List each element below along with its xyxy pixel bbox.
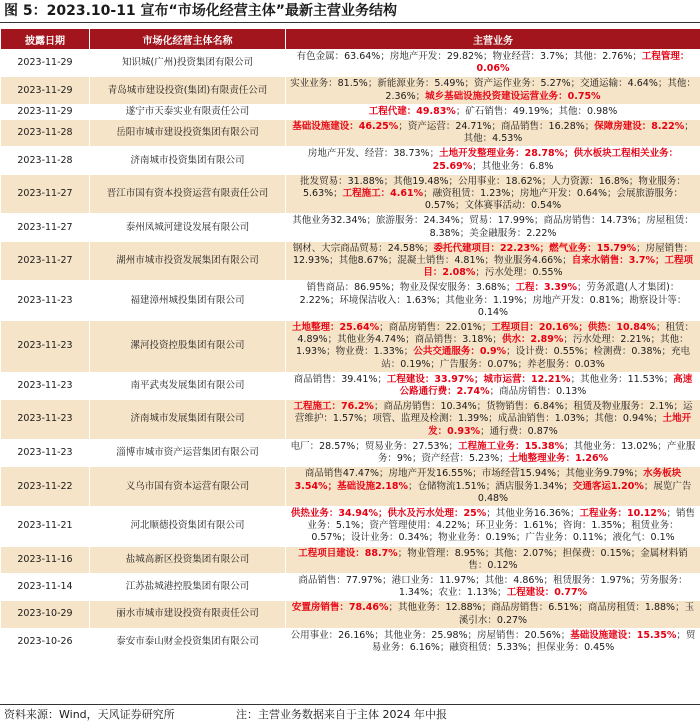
entity-name: 青岛城市建设投资(集团)有限责任公司 [90,77,286,104]
entity-name: 岳阳市城市建设投资集团有限公司 [90,120,286,147]
business-segment: 商品销售47.47%；房地产开发16.55%；市场经营15.94%；其他业务9.79%； [305,468,643,479]
business-segment: ；污水处理：0.55% [475,267,562,278]
business-segment-highlight: 工程管理：0.06% [477,51,690,74]
main-business [286,174,700,214]
entity-name: 河北顺德投资集团有限公司 [90,506,286,546]
header-date: 披露日期 [1,29,90,50]
main-business [286,467,700,507]
table-body [1,50,700,656]
table-row [1,104,700,119]
business-segment: ；展览广告0.48% [478,481,691,504]
main-business [286,77,700,104]
disclosure-date: 2023-11-16 [1,546,90,573]
disclosure-date: 2023-11-21 [1,506,90,546]
main-business [286,601,700,628]
business-segment-highlight: 保障房建设：8.22% [594,121,684,132]
business-segment-highlight: 工程建设：0.77% [507,587,587,598]
business-segment-highlight: 工程业务：10.12% [579,508,666,519]
data-note: 注：主营业务数据来自于主体 2024 年中报 [236,705,447,725]
business-structure-table [0,28,700,656]
entity-name: 南平武夷发展集团有限公司 [90,372,286,399]
business-segment: 商品销售：77.97%；港口业务：11.97%；其他：4.86%；租赁服务：1.97%；劳务服务：1.34%；农业：1.13%； [298,575,687,598]
business-segment-highlight: 高速公路通行费：2.74% [400,374,693,397]
business-segment: 电厂：28.57%；贸易业务：27.53%； [291,441,458,452]
main-business [286,120,700,147]
business-segment-highlight: 工程项目：20.16%；供热：10.84% [491,322,656,333]
table-row [1,400,700,440]
business-segment-highlight: 基础设施建设：15.35% [570,630,676,641]
disclosure-date: 2023-10-29 [1,601,90,628]
business-segment: 销售商品：86.95%；物业及保安服务：3.68%； [307,282,516,293]
disclosure-date: 2023-11-14 [1,573,90,600]
table-row [1,506,700,546]
main-business [286,321,700,373]
business-segment: 其他业务32.34%；旅游服务：24.34%；贸易：17.99%；商品房销售：14.73%；房屋租赁：8.38%；美金融服务：2.22% [292,215,693,238]
business-segment: ；贸易业务：6.16%；融资租赁：5.33%；担保业务：0.45% [372,630,696,653]
business-segment-highlight: 委托代建项目：22.23%；燃气业务：15.79% [434,243,637,254]
entity-name: 遂宁市天泰实业有限责任公司 [90,104,286,119]
business-segment: ；矿石销售：49.19%；其他：0.98% [456,106,617,117]
disclosure-date: 2023-11-29 [1,104,90,119]
table-row [1,241,700,281]
main-business [286,439,700,466]
entity-name: 晋江市国有资本投资运营有限责任公司 [90,174,286,214]
table-row [1,281,700,321]
disclosure-date: 2023-11-28 [1,147,90,174]
disclosure-date: 2023-11-29 [1,50,90,77]
table-row [1,147,700,174]
business-segment-highlight: 供热业务：34.94%；供水及污水处理：25% [291,508,486,519]
table-row [1,214,700,241]
business-segment: ；物业管理：8.95%；其他：2.07%；担保费：0.15%；金属材料销售：0.12% [398,548,688,571]
entity-name: 泰州凤城河建设发展有限公司 [90,214,286,241]
business-segment-highlight: 交通客运1.20% [573,481,644,492]
main-business [286,241,700,281]
business-segment-highlight: 自来水销售：3.7%；工程项目：2.08% [423,255,693,278]
table-row [1,372,700,399]
main-business [286,214,700,241]
business-segment-highlight: 工程施工：4.61% [343,188,423,199]
entity-name: 济南城市发展集团有限公司 [90,400,286,440]
business-segment-highlight: 工程施工业务：15.38% [458,441,564,452]
entity-name: 济南城市投资集团有限公司 [90,147,286,174]
header-entity: 市场化经营主体名称 [90,29,286,50]
table-row [1,467,700,507]
entity-name: 漯河投资控股集团有限公司 [90,321,286,373]
business-segment-highlight: 基础设施建设：46.25% [292,121,398,132]
business-segment: 商品销售：39.41%； [294,374,387,385]
business-segment: ；其他业务16.36%； [486,508,579,519]
main-business [286,546,700,573]
disclosure-date: 2023-11-23 [1,372,90,399]
business-segment: ；资产运营：24.71%；商品销售：16.28%； [398,121,594,132]
business-segment: 实业业务：81.5%；新能源业务：5.49%；资产运作业务：5.27%；交通运输：4.64%；其他：2.36%； [290,78,696,101]
business-segment: 批发贸易：31.88%；其他19.48%；公用事业：18.62%；人力资源：16.8%；物业服务：5.63%； [300,176,686,199]
disclosure-date: 2023-11-28 [1,120,90,147]
business-segment-highlight: 工程代建：49.83% [369,106,456,117]
business-segment-highlight: 土地开发整理业务：28.78%；供水板块工程相关业务：25.69% [433,148,679,171]
table-header-row [1,29,700,50]
business-segment: ；劳务派遣(人才集团)：2.22%；环境保洁收入：1.63%；其他业务：1.19%；房地产开发：0.81%；勘察设计等：0.14% [300,282,687,317]
business-segment: ；设计费：0.55%；检测费：0.38%；充电站：0.19%；广告服务：0.07%；养老服务：0.03% [381,346,690,369]
business-segment-highlight: 工程建设：33.97%；城市运营：12.21% [387,374,571,385]
business-segment: ；其他业务：13.02%；产业服务：9%；资产经营：5.23%； [378,441,696,464]
business-segment: ；房屋销售：12.93%；其他8.67%；混凝土销售：4.81%；物业服务4.66%； [293,243,693,266]
header-business: 主营业务 [286,29,700,50]
main-business [286,400,700,440]
disclosure-date: 2023-11-22 [1,467,90,507]
business-segment: 公用事业：26.16%；其他业务：25.98%；房屋销售：20.56%； [291,630,571,641]
entity-name: 泰安市泰山财金投资集团有限公司 [90,628,286,655]
business-segment-highlight: 工程项目建设：88.7% [298,548,397,559]
entity-name: 丽水市城市建设投资有限责任公司 [90,601,286,628]
main-business [286,50,700,77]
business-segment: ；商品房销售：10.34%；货物销售：6.84%；租赁及物业服务：2.1%；运营维护：1.57%；项管、监理及检测：1.39%；成品油销售：1.03%；其他：0.94%； [295,401,693,424]
business-segment: 有色金属：63.64%；房地产开发：29.82%；物业经营：3.7%；其他：2.76%； [297,51,642,62]
business-segment-highlight: 土地整理：25.64% [292,322,379,333]
source-note: 资料来源：Wind，天风证券研究所 [4,705,175,725]
disclosure-date: 2023-11-27 [1,214,90,241]
table-row [1,439,700,466]
business-segment-highlight: 土地开发：0.93% [428,413,691,436]
business-segment: ；通行费：0.87% [480,426,558,437]
main-business [286,104,700,119]
main-business [286,147,700,174]
disclosure-date: 2023-11-23 [1,439,90,466]
main-business [286,573,700,600]
footer [0,704,700,726]
disclosure-date: 2023-10-26 [1,628,90,655]
disclosure-date: 2023-11-27 [1,174,90,214]
business-segment: ；商品房销售：22.01%； [379,322,491,333]
disclosure-date: 2023-11-27 [1,241,90,281]
business-segment: 房地产开发、经营：38.73%； [308,148,439,159]
business-segment: ；销售业务：5.1%；资产管理使用：4.22%；环卫业务：1.61%；咨询：1.35%；租赁业务：0.57%；设计业务：0.34%；物业业务：0.19%；广告业务：0.11%；液化气：0.1% [307,508,695,543]
business-segment: ；其他业务：11.53%； [571,374,674,385]
disclosure-date: 2023-11-23 [1,281,90,321]
entity-name: 江苏盐城港控股集团有限公司 [90,573,286,600]
table-row [1,120,700,147]
business-segment: ；仓储物流1.51%；酒店服务1.34%； [408,481,573,492]
entity-name: 淄博市城市资产运营集团有限公司 [90,439,286,466]
entity-name: 福建漳州城投集团有限公司 [90,281,286,321]
figure-title: 图 5：2023.10-11 宣布“市场化经营主体”最新主营业务结构 [0,0,700,23]
business-segment: ；商品房销售：0.13% [490,386,587,397]
entity-name: 盐城高新区投资集团有限公司 [90,546,286,573]
entity-name: 知识城(广州)投资集团有限公司 [90,50,286,77]
business-segment: ；污水处理：2.21%；其他：1.93%；物业费：1.33%； [296,334,689,357]
disclosure-date: 2023-11-23 [1,321,90,373]
entity-name: 义乌市国有资本运营有限公司 [90,467,286,507]
business-segment: ；租赁：4.89%；其他业务4.74%；商品销售：3.18%； [297,322,694,345]
business-segment: 钢材、大宗商品贸易：24.58%； [293,243,434,254]
business-segment-highlight: 土地整理业务：1.26% [509,453,608,464]
table-row [1,77,700,104]
business-segment: ；其他业务：6.8% [472,161,553,172]
main-business [286,372,700,399]
table-row [1,573,700,600]
business-segment-highlight: 水务板块3.54%；基础设施2.18% [295,468,682,491]
business-segment: ；融资租赁：1.23%；房地产开发：0.64%；会展旅游服务：0.57%；文体赛事活动：0.54% [423,188,683,211]
business-segment-highlight: 工程施工：76.2% [293,401,373,412]
table-row [1,546,700,573]
main-business [286,281,700,321]
disclosure-date: 2023-11-29 [1,77,90,104]
table-row [1,321,700,373]
table-row [1,174,700,214]
table-row [1,628,700,655]
business-segment-highlight: 工程：3.39% [516,282,577,293]
business-segment: ；其他：4.53% [464,121,694,144]
main-business [286,628,700,655]
business-segment-highlight: 供水：2.89% [502,334,563,345]
entity-name: 湖州市城市投资发展集团有限公司 [90,241,286,281]
business-segment: ；其他业务：12.88%；商品房销售：6.51%；商品房租赁：1.88%；玉溪引水：0.27% [388,602,694,625]
disclosure-date: 2023-11-23 [1,400,90,440]
business-segment-highlight: 安置房销售：78.46% [292,602,389,613]
business-segment-highlight: 城乡基础设施投资建设运营业务：0.75% [425,91,600,102]
table-row [1,50,700,77]
table-row [1,601,700,628]
main-business [286,506,700,546]
business-segment-highlight: 公共交通服务：0.9% [413,346,506,357]
